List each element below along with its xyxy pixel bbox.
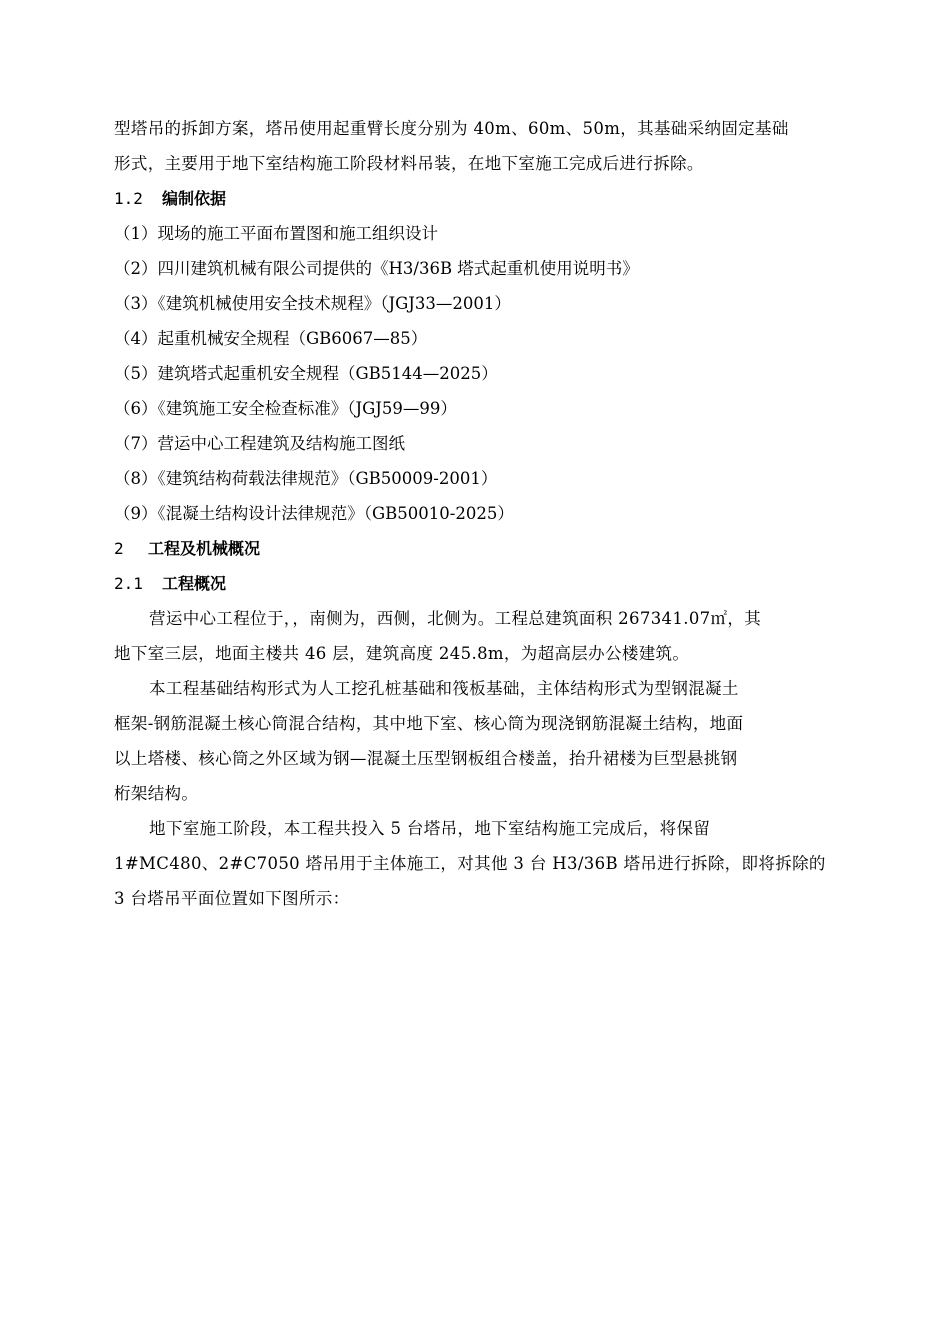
overview-p2-line-4: 桁架结构。 [114,784,199,803]
reference-item-7: （7）营运中心工程建筑及结构施工图纸 [114,434,405,453]
section-number: 2 [114,539,124,558]
section-title: 编制依据 [162,189,227,208]
reference-item-4: （4）起重机械安全规程（GB6067—85） [114,329,428,348]
section-number: 2.1 [114,574,143,593]
overview-p3-line-3: 3 台塔吊平面位置如下图所示： [114,889,350,908]
section-number: 1.2 [114,189,143,208]
section-heading-2-1 [114,566,838,601]
document-body [114,111,838,916]
reference-item-1: （1）现场的施工平面布置图和施工组织设计 [114,224,438,243]
section-title: 工程概况 [162,574,227,593]
intro-line-1: 型塔吊的拆卸方案，塔吊使用起重臂长度分别为 40m、60m、50m，其基础采纳固定基础 [114,119,789,138]
overview-p2-line-1: 本工程基础结构形式为人工挖孔桩基础和筏板基础，主体结构形式为型钢混凝土 [149,679,739,698]
reference-item-6: （6）《建筑施工安全检查标准》（JGJ59—99） [114,399,457,418]
reference-item-2: （2）四川建筑机械有限公司提供的《H3/36B 塔式起重机使用说明书》 [114,259,639,278]
section-heading-1-2 [114,181,838,216]
section-heading-2 [114,531,838,566]
overview-p2-line-2: 框架-钢筋混凝土核心筒混合结构，其中地下室、核心筒为现浇钢筋混凝土结构，地面 [114,714,744,733]
overview-p1-line-2: 地下室三层，地面主楼共 46 层，建筑高度 245.8m，为超高层办公楼建筑。 [114,644,690,663]
reference-item-8: （8）《建筑结构荷载法律规范》（GB50009-2001） [114,469,498,488]
intro-line-2: 形式，主要用于地下室结构施工阶段材料吊装，在地下室施工完成后进行拆除。 [114,154,704,173]
reference-item-5: （5）建筑塔式起重机安全规程（GB5144—2025） [114,364,498,383]
overview-p3-line-1: 地下室施工阶段，本工程共投入 5 台塔吊，地下室结构施工完成后，将保留 [149,819,711,838]
overview-p3-line-2: 1#MC480、2#C7050 塔吊用于主体施工，对其他 3 台 H3/36B 塔吊进行拆除，即将拆除的 [114,854,826,873]
reference-item-9: （9）《混凝土结构设计法律规范》（GB50010-2025） [114,504,514,523]
overview-p2-line-3: 以上塔楼、核心筒之外区域为钢—混凝土压型钢板组合楼盖，抬升裙楼为巨型悬挑钢 [114,749,738,768]
reference-item-3: （3）《建筑机械使用安全技术规程》（JGJ33—2001） [114,294,511,313]
section-title: 工程及机械概况 [148,539,261,558]
overview-p1-line-1: 营运中心工程位于，，南侧为，西侧，北侧为。工程总建筑面积 267341.07㎡，其 [149,609,762,628]
